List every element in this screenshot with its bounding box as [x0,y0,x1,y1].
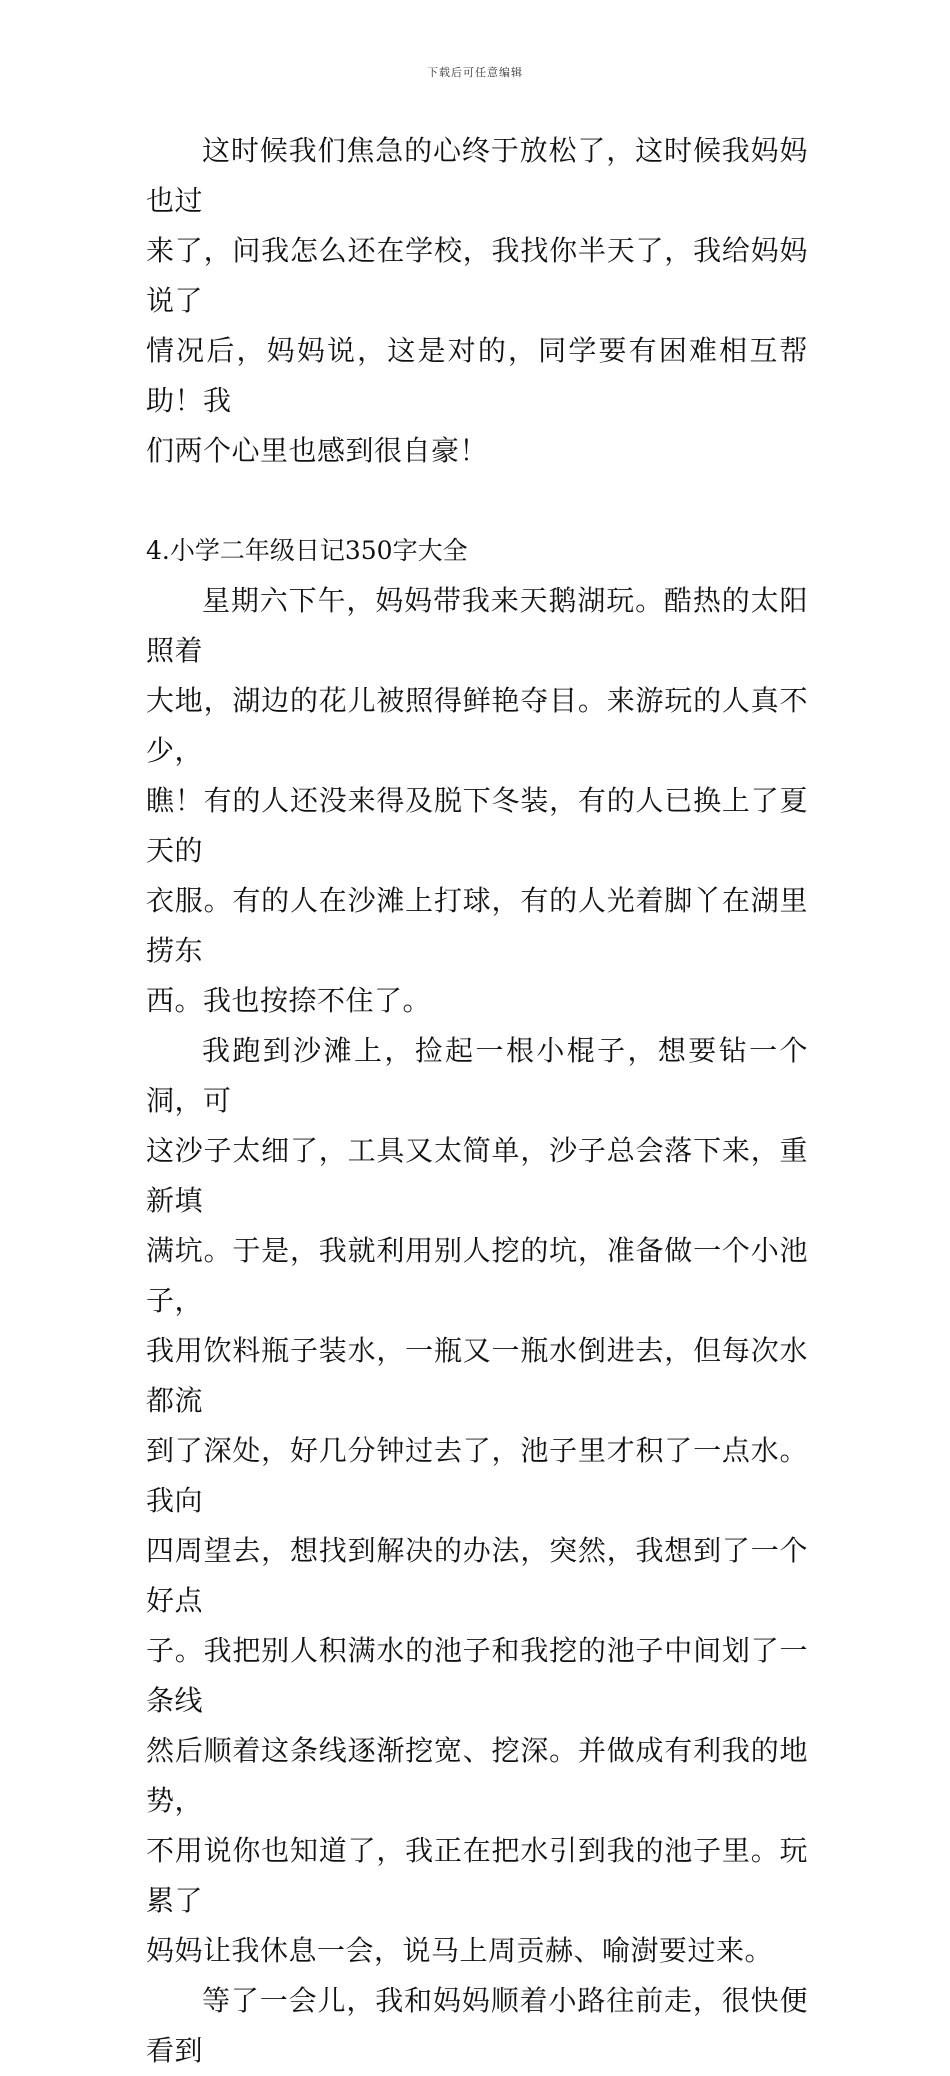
page-header-note: 下载后可任意编辑 [427,66,523,79]
paragraph-2-line-1: 星期六下午，妈妈带我来天鹅湖玩。酷热的太阳照着 [146,584,808,667]
section-gap [146,476,808,526]
paragraph-2-line-2: 大地，湖边的花儿被照得鲜艳夺目。来游玩的人真不少， [146,684,808,767]
paragraph-3-line-4: 我用饮料瓶子装水，一瓶又一瓶水倒进去，但每次水都流 [146,1334,808,1417]
paragraph-3-line-6: 四周望去，想找到解决的办法，突然，我想到了一个好点 [146,1534,808,1617]
paragraph-1-line-4: 们两个心里也感到很自豪！ [146,434,489,467]
paragraph-3-line-8: 然后顺着这条线逐渐挖宽、挖深。并做成有利我的地势， [146,1734,808,1817]
paragraph-1-line-2: 来了，问我怎么还在学校，我找你半天了，我给妈妈说了 [146,234,808,317]
section-heading: 4.小学二年级日记350字大全 [146,536,468,565]
paragraph-4 [146,1976,808,2076]
paragraph-2-line-3: 瞧！有的人还没来得及脱下冬装，有的人已换上了夏天的 [146,784,808,867]
paragraph-3-line-2: 这沙子太细了，工具又太简单，沙子总会落下来，重新填 [146,1134,808,1217]
paragraph-3-line-3: 满坑。于是，我就利用别人挖的坑，准备做一个小池子， [146,1234,808,1317]
paragraph-4-line-1: 等了一会儿，我和妈妈顺着小路往前走，很快便看到 [146,1984,808,2067]
paragraph-1-line-1: 这时候我们焦急的心终于放松了，这时候我妈妈也过 [146,134,808,217]
paragraph-3-line-1: 我跑到沙滩上，捡起一根小棍子，想要钻一个洞，可 [146,1034,808,1117]
paragraph-1 [146,126,808,476]
paragraph-2-line-4: 衣服。有的人在沙滩上打球，有的人光着脚丫在湖里捞东 [146,884,808,967]
paragraph-2 [146,576,808,1026]
paragraph-3-line-9: 不用说你也知道了，我正在把水引到我的池子里。玩累了 [146,1834,808,1917]
paragraph-3 [146,1026,808,1976]
paragraph-1-line-3: 情况后，妈妈说，这是对的，同学要有困难相互帮助！我 [146,334,808,417]
paragraph-2-line-5: 西。我也按捺不住了。 [146,984,432,1017]
paragraph-3-line-7: 子。我把别人积满水的池子和我挖的池子中间划了一条线 [146,1634,808,1717]
document-body [146,126,808,2076]
paragraph-3-line-10: 妈妈让我休息一会，说马上周贡赫、喻澍要过来。 [146,1934,774,1967]
paragraph-3-line-5: 到了深处，好几分钟过去了，池子里才积了一点水。我向 [146,1434,808,1517]
